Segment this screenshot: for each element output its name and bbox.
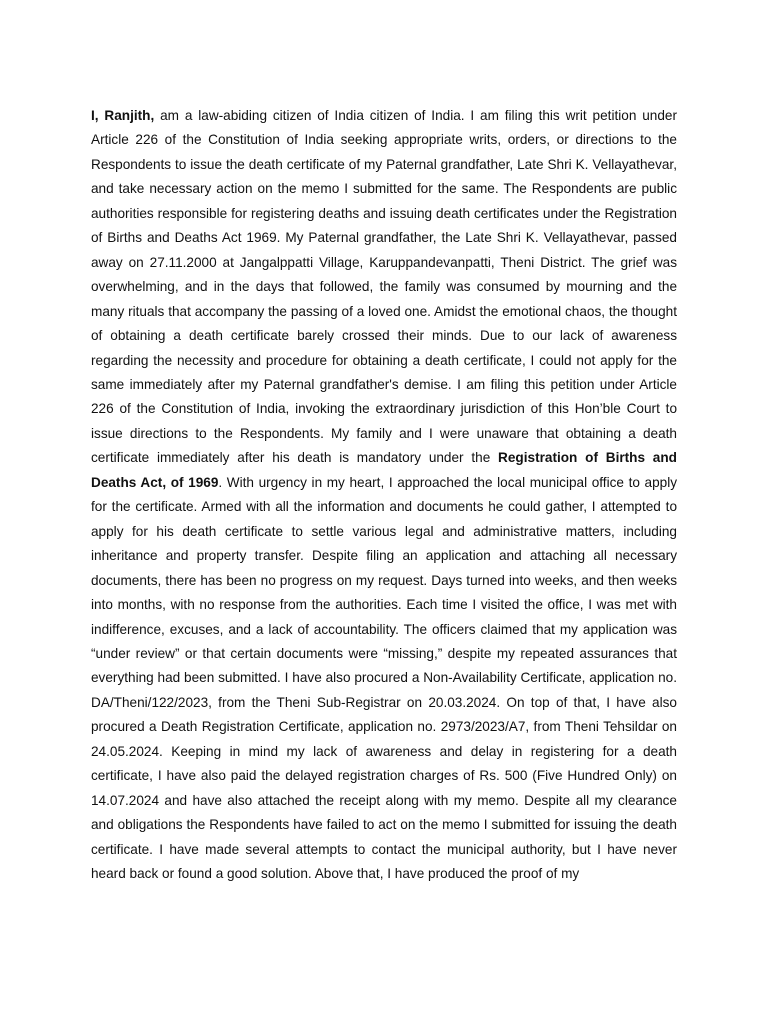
petitioner-name: I, Ranjith, (91, 108, 155, 123)
petition-paragraph (91, 104, 677, 887)
document-body (91, 104, 677, 887)
paragraph-text-part-1: am a law-abiding citizen of India citizen of India. I am filing this writ petition under Article 226 of the Constitution of India seeking appropriate writs, orders, or directions to the Respondents to issue the death certificate of my Paternal grandfather, Late Shri K. Vellayathevar, and take necessary action on the memo I submitted for the same. The Respondents are public authorities responsible for registering deaths and issuing death certificates under the Registration of Births and Deaths Act 1969. My Paternal grandfather, the Late Shri K. Vellayathevar, passed away on 27.11.2000 at Jangalppatti Village, Karuppandevanpatti, Theni District. The grief was overwhelming, and in the days that followed, the family was consumed by mourning and the many rituals that accompany the passing of a loved one. Amidst the emotional chaos, the thought of obtaining a death certificate barely crossed their minds. Due to our lack of awareness regarding the necessity and procedure for obtaining a death certificate, I could not apply for the same immediately after my Paternal grandfather's demise. I am filing this petition under Article 226 of the Constitution of India, invoking the extraordinary jurisdiction of this Hon’ble Court to issue directions to the Respondents. My family and I were unaware that obtaining a death certificate immediately after his death is mandatory under the (91, 108, 678, 466)
act-name: Registration of Births and Deaths Act, of 1969 (91, 450, 677, 490)
paragraph-text-part-2: . With urgency in my heart, I approached the local municipal office to apply for the certificate. Armed with all the information and documents he could gather, I attempted to apply for his death certificate to settle various legal and administrative matters, including inheritance and property transfer. Despite filing an application and attaching all necessary documents, there has been no progress on my request. Days turned into weeks, and then weeks into months, with no response from the authorities. Each time I visited the office, I was met with indifference, excuses, and a lack of accountability. The officers claimed that my application was “under review” or that certain documents were “missing,” despite my repeated assurances that everything had been submitted. I have also procured a Non-Availability Certificate, application no. DA/Theni/122/2023, from the Theni Sub-Registrar on 20.03.2024. On top of that, I have also procured a Death Registration Certificate, application no. 2973/2023/A7, from Theni Tehsildar on 24.05.2024. Keeping in mind my lack of awareness and delay in registering for a death certificate, I have also paid the delayed registration charges of Rs. 500 (Five Hundred Only) on 14.07.2024 and have also attached the receipt along with my memo. Despite all my clearance and obligations the Respondents have failed to act on the memo I submitted for issuing the death certificate. I have made several attempts to contact the municipal authority, but I have never heard back or found a good solution. Above that, I have produced the proof of my (91, 474, 678, 882)
